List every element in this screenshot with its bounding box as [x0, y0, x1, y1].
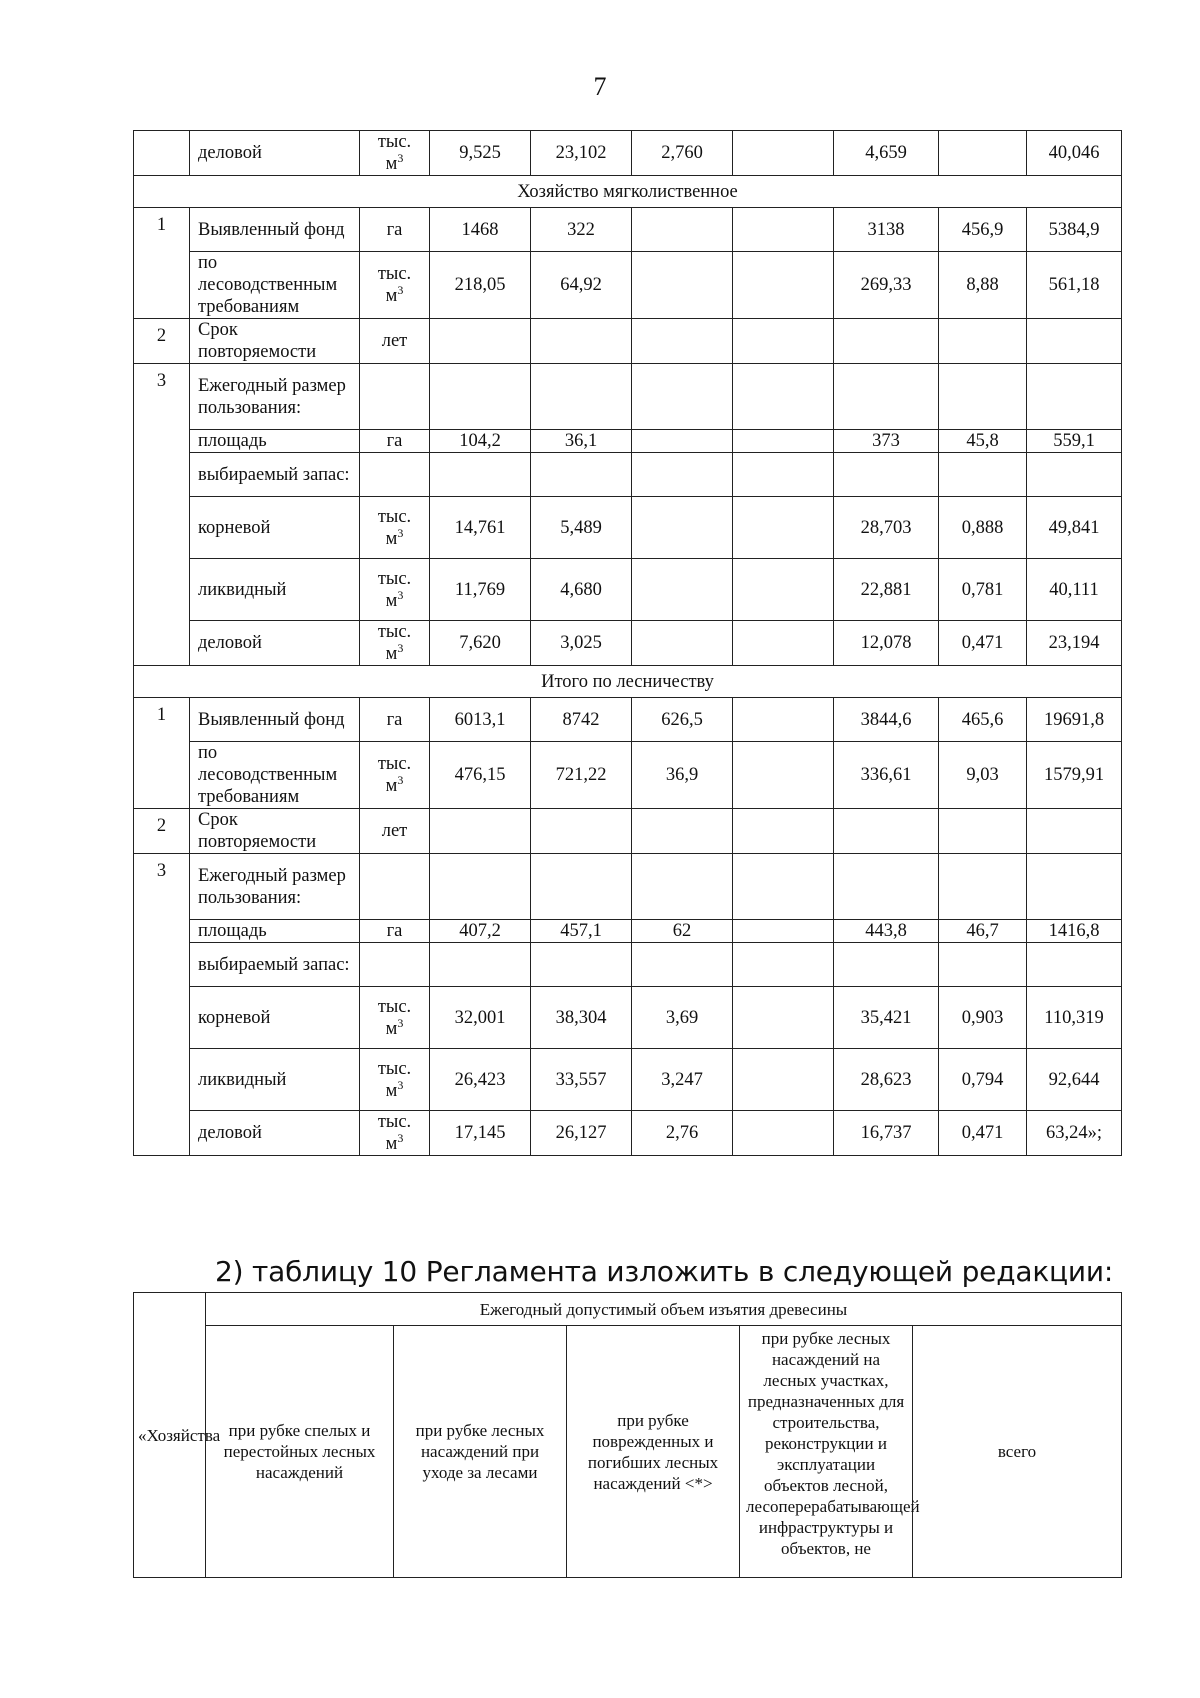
value-cell	[939, 131, 1027, 176]
unit-label	[378, 1058, 411, 1102]
unit-superscript: 3	[397, 1077, 404, 1092]
empty-cell	[733, 453, 834, 497]
row-label: Срок повторяемости	[190, 319, 360, 364]
value-cell: 3,69	[632, 987, 733, 1049]
row-label: ликвидный	[190, 559, 360, 621]
unit-superscript: 3	[397, 772, 404, 787]
page-number: 7	[593, 72, 607, 101]
value-cell	[733, 497, 834, 559]
column-header: всего	[913, 1326, 1122, 1578]
table-row	[134, 742, 1122, 809]
table-row	[134, 208, 1122, 252]
unit-text: $м^3$	[385, 1015, 404, 1039]
row-label: выбираемый запас:	[190, 453, 360, 497]
value-cell: 721,22	[531, 742, 632, 809]
table-row	[134, 497, 1122, 559]
value-cell: 8742	[531, 698, 632, 742]
value-cell: 218,05	[430, 252, 531, 319]
empty-cell	[360, 854, 430, 920]
instruction-text: 2) таблицу 10 Регламента изложить в следующей редакции:	[215, 1255, 1114, 1288]
empty-cell	[531, 943, 632, 987]
unit-label	[378, 996, 411, 1040]
unit-superscript: 3	[397, 282, 404, 297]
row-label: ликвидный	[190, 1049, 360, 1111]
unit-text: тыс.	[377, 568, 412, 589]
unit-label	[378, 621, 411, 665]
farm-header-cell	[134, 1293, 221, 1578]
row-label: корневой	[190, 987, 360, 1049]
value-cell: 9,03	[939, 742, 1027, 809]
value-cell: 5384,9	[1027, 208, 1122, 252]
value-cell: 373	[834, 430, 939, 453]
value-cell: 23,102	[531, 131, 632, 176]
value-cell: 63,24»;	[1027, 1111, 1122, 1156]
value-cell	[632, 621, 733, 666]
value-cell	[733, 698, 834, 742]
section-title: Итого по лесничеству	[134, 666, 1122, 698]
value-cell	[733, 742, 834, 809]
unit-text: тыс.	[377, 996, 412, 1017]
column-header: при рубке лесных насаждений на лесных участках, предназначенных для строительства, реконструкции и эксплуатации объектов лесной, лесоперерабатывающей инфраструктуры и объектов, не	[740, 1326, 913, 1578]
unit-superscript: 3	[397, 525, 404, 540]
value-cell: 7,620	[430, 621, 531, 666]
unit-text: тыс.	[377, 506, 412, 527]
row-number: 2	[134, 319, 190, 364]
empty-cell	[632, 319, 733, 364]
value-cell: 46,7	[939, 920, 1027, 943]
value-cell: 22,881	[834, 559, 939, 621]
table-row	[134, 453, 1122, 497]
empty-cell	[834, 943, 939, 987]
empty-cell	[834, 453, 939, 497]
table-row	[134, 666, 1122, 698]
value-cell: 23,194	[1027, 621, 1122, 666]
value-cell	[632, 208, 733, 252]
table-row	[134, 987, 1122, 1049]
empty-cell	[1027, 943, 1122, 987]
value-cell: 38,304	[531, 987, 632, 1049]
value-cell: 26,127	[531, 1111, 632, 1156]
value-cell: 14,761	[430, 497, 531, 559]
empty-cell	[360, 943, 430, 987]
empty-cell	[733, 943, 834, 987]
empty-cell	[939, 364, 1027, 430]
table-row	[134, 1111, 1122, 1156]
table-row	[134, 809, 1122, 854]
row-number: 2	[134, 809, 190, 854]
empty-cell	[733, 809, 834, 854]
value-cell: 12,078	[834, 621, 939, 666]
value-cell: 64,92	[531, 252, 632, 319]
empty-cell	[531, 854, 632, 920]
unit-cell: га	[360, 698, 430, 742]
empty-cell	[134, 131, 190, 176]
value-cell: 443,8	[834, 920, 939, 943]
value-cell: 40,046	[1027, 131, 1122, 176]
unit-superscript: 3	[397, 1015, 404, 1030]
value-cell: 4,680	[531, 559, 632, 621]
empty-cell	[1027, 854, 1122, 920]
empty-cell	[531, 453, 632, 497]
value-cell: 26,423	[430, 1049, 531, 1111]
value-cell: 3844,6	[834, 698, 939, 742]
unit-superscript: 3	[397, 150, 404, 165]
column-header: при рубке спелых и перестойных лесных насаждений	[206, 1326, 394, 1578]
row-label: площадь	[190, 430, 360, 453]
value-cell	[733, 1049, 834, 1111]
unit-text: $м^3$	[385, 1077, 404, 1101]
value-cell	[733, 559, 834, 621]
row-label: деловой	[190, 1111, 360, 1156]
empty-cell	[1027, 364, 1122, 430]
value-cell: 322	[531, 208, 632, 252]
table-row	[134, 176, 1122, 208]
row-label: по лесоводственным требованиям	[190, 742, 360, 809]
column-header: при рубке лесных насаждений при уходе за лесами	[394, 1326, 567, 1578]
value-cell: 2,76	[632, 1111, 733, 1156]
row-number: 3	[134, 854, 190, 1156]
value-cell: 28,623	[834, 1049, 939, 1111]
empty-cell	[632, 943, 733, 987]
table-row	[134, 854, 1122, 920]
unit-cell	[360, 252, 430, 319]
unit-label	[378, 753, 411, 797]
row-label: Выявленный фонд	[190, 698, 360, 742]
unit-cell	[360, 621, 430, 666]
value-cell	[632, 430, 733, 453]
value-cell: 104,2	[430, 430, 531, 453]
table-row	[134, 131, 1122, 176]
value-cell: 45,8	[939, 430, 1027, 453]
value-cell	[632, 252, 733, 319]
empty-cell	[430, 364, 531, 430]
value-cell: 17,145	[430, 1111, 531, 1156]
empty-cell	[632, 809, 733, 854]
empty-cell	[360, 364, 430, 430]
value-cell	[632, 497, 733, 559]
empty-cell	[632, 364, 733, 430]
table-10	[133, 1292, 1122, 1578]
value-cell: 19691,8	[1027, 698, 1122, 742]
table-row	[134, 559, 1122, 621]
unit-superscript: 3	[397, 1130, 404, 1145]
value-cell: 35,421	[834, 987, 939, 1049]
value-cell: 457,1	[531, 920, 632, 943]
value-cell: 110,319	[1027, 987, 1122, 1049]
unit-label	[378, 1111, 411, 1155]
row-label: Срок повторяемости	[190, 809, 360, 854]
value-cell: 0,781	[939, 559, 1027, 621]
row-label: Ежегодный размер пользования:	[190, 364, 360, 430]
empty-cell	[531, 364, 632, 430]
unit-text: тыс.	[377, 1058, 412, 1079]
table-row	[134, 943, 1122, 987]
empty-cell	[360, 453, 430, 497]
value-cell: 561,18	[1027, 252, 1122, 319]
value-cell: 32,001	[430, 987, 531, 1049]
empty-cell	[733, 319, 834, 364]
empty-cell	[834, 364, 939, 430]
table-row	[134, 364, 1122, 430]
value-cell: 16,737	[834, 1111, 939, 1156]
value-cell: 559,1	[1027, 430, 1122, 453]
unit-cell: лет	[360, 319, 430, 364]
value-cell: 40,111	[1027, 559, 1122, 621]
empty-cell	[1027, 319, 1122, 364]
unit-cell	[360, 1049, 430, 1111]
unit-label	[378, 568, 411, 612]
empty-cell	[733, 364, 834, 430]
group-header: Ежегодный допустимый объем изъятия древесины	[479, 1299, 848, 1319]
unit-label	[378, 131, 411, 175]
value-cell: 1579,91	[1027, 742, 1122, 809]
empty-cell	[632, 854, 733, 920]
row-label: Выявленный фонд	[190, 208, 360, 252]
value-cell: 33,557	[531, 1049, 632, 1111]
value-cell: 0,903	[939, 987, 1027, 1049]
row-label: корневой	[190, 497, 360, 559]
unit-text: $м^3$	[385, 772, 404, 796]
table-row	[134, 1049, 1122, 1111]
empty-cell	[1027, 809, 1122, 854]
row-label: по лесоводственным требованиям	[190, 252, 360, 319]
unit-text: $м^3$	[385, 1130, 404, 1154]
unit-cell: лет	[360, 809, 430, 854]
empty-cell	[531, 319, 632, 364]
table-row	[134, 698, 1122, 742]
table-row	[134, 252, 1122, 319]
row-label: выбираемый запас:	[190, 943, 360, 987]
unit-text: $м^3$	[385, 150, 404, 174]
value-cell: 2,760	[632, 131, 733, 176]
value-cell: 92,644	[1027, 1049, 1122, 1111]
value-cell: 36,9	[632, 742, 733, 809]
row-number: 3	[134, 364, 190, 666]
value-cell: 5,489	[531, 497, 632, 559]
value-cell	[733, 131, 834, 176]
unit-text: тыс.	[377, 622, 412, 642]
unit-text: тыс.	[377, 132, 412, 152]
value-cell: 336,61	[834, 742, 939, 809]
value-cell: 11,769	[430, 559, 531, 621]
unit-text: тыс.	[377, 754, 412, 774]
unit-text: $м^3$	[385, 587, 404, 611]
value-cell: 456,9	[939, 208, 1027, 252]
forest-use-table	[133, 130, 1122, 1156]
table-row	[134, 430, 1122, 453]
empty-cell	[834, 854, 939, 920]
group-header-cell	[206, 1293, 1122, 1326]
unit-label	[378, 506, 411, 550]
value-cell: 1468	[430, 208, 531, 252]
value-cell: 62	[632, 920, 733, 943]
empty-cell	[430, 943, 531, 987]
unit-superscript: 3	[397, 587, 404, 602]
empty-cell	[430, 854, 531, 920]
empty-cell	[834, 319, 939, 364]
empty-cell	[1027, 453, 1122, 497]
value-cell	[733, 621, 834, 666]
unit-text: $м^3$	[385, 525, 404, 549]
value-cell	[733, 208, 834, 252]
empty-cell	[632, 453, 733, 497]
empty-cell	[939, 943, 1027, 987]
table-row	[134, 319, 1122, 364]
value-cell: 1416,8	[1027, 920, 1122, 943]
empty-cell	[939, 809, 1027, 854]
empty-cell	[430, 809, 531, 854]
unit-cell	[360, 131, 430, 176]
value-cell: 3138	[834, 208, 939, 252]
unit-superscript: 3	[397, 640, 404, 655]
farm-header: «Хозяйства	[138, 1425, 221, 1445]
value-cell: 465,6	[939, 698, 1027, 742]
value-cell: 0,794	[939, 1049, 1027, 1111]
empty-cell	[531, 809, 632, 854]
empty-cell	[939, 854, 1027, 920]
empty-cell	[430, 453, 531, 497]
value-cell: 3,247	[632, 1049, 733, 1111]
section-title: Хозяйство мягколиственное	[134, 176, 1122, 208]
value-cell: 0,471	[939, 1111, 1027, 1156]
value-cell: 49,841	[1027, 497, 1122, 559]
empty-cell	[834, 809, 939, 854]
unit-label	[378, 263, 411, 307]
unit-cell	[360, 497, 430, 559]
unit-cell	[360, 1111, 430, 1156]
row-label: деловой	[190, 131, 360, 176]
value-cell: 28,703	[834, 497, 939, 559]
unit-cell	[360, 559, 430, 621]
value-cell	[733, 252, 834, 319]
unit-text: тыс.	[377, 1112, 412, 1132]
row-number: 1	[134, 698, 190, 809]
value-cell	[733, 920, 834, 943]
value-cell	[733, 430, 834, 453]
row-label: деловой	[190, 621, 360, 666]
value-cell: 6013,1	[430, 698, 531, 742]
table-row	[134, 920, 1122, 943]
row-label: Ежегодный размер пользования:	[190, 854, 360, 920]
unit-cell	[360, 987, 430, 1049]
row-label: площадь	[190, 920, 360, 943]
value-cell: 0,888	[939, 497, 1027, 559]
value-cell: 4,659	[834, 131, 939, 176]
unit-cell: га	[360, 208, 430, 252]
empty-cell	[939, 453, 1027, 497]
value-cell: 8,88	[939, 252, 1027, 319]
value-cell	[733, 987, 834, 1049]
empty-cell	[939, 319, 1027, 364]
column-header: при рубке поврежденных и погибших лесных насаждений <*>	[567, 1326, 740, 1578]
value-cell	[733, 1111, 834, 1156]
unit-cell: га	[360, 430, 430, 453]
value-cell: 626,5	[632, 698, 733, 742]
value-cell: 36,1	[531, 430, 632, 453]
empty-cell	[733, 854, 834, 920]
value-cell: 269,33	[834, 252, 939, 319]
unit-cell: га	[360, 920, 430, 943]
unit-text: тыс.	[377, 264, 412, 284]
value-cell: 407,2	[430, 920, 531, 943]
value-cell: 0,471	[939, 621, 1027, 666]
unit-text: $м^3$	[385, 282, 404, 306]
value-cell	[632, 559, 733, 621]
value-cell: 3,025	[531, 621, 632, 666]
row-number: 1	[134, 208, 190, 319]
unit-cell	[360, 742, 430, 809]
empty-cell	[430, 319, 531, 364]
table-row	[134, 621, 1122, 666]
value-cell: 9,525	[430, 131, 531, 176]
value-cell: 476,15	[430, 742, 531, 809]
unit-text: $м^3$	[385, 640, 404, 664]
